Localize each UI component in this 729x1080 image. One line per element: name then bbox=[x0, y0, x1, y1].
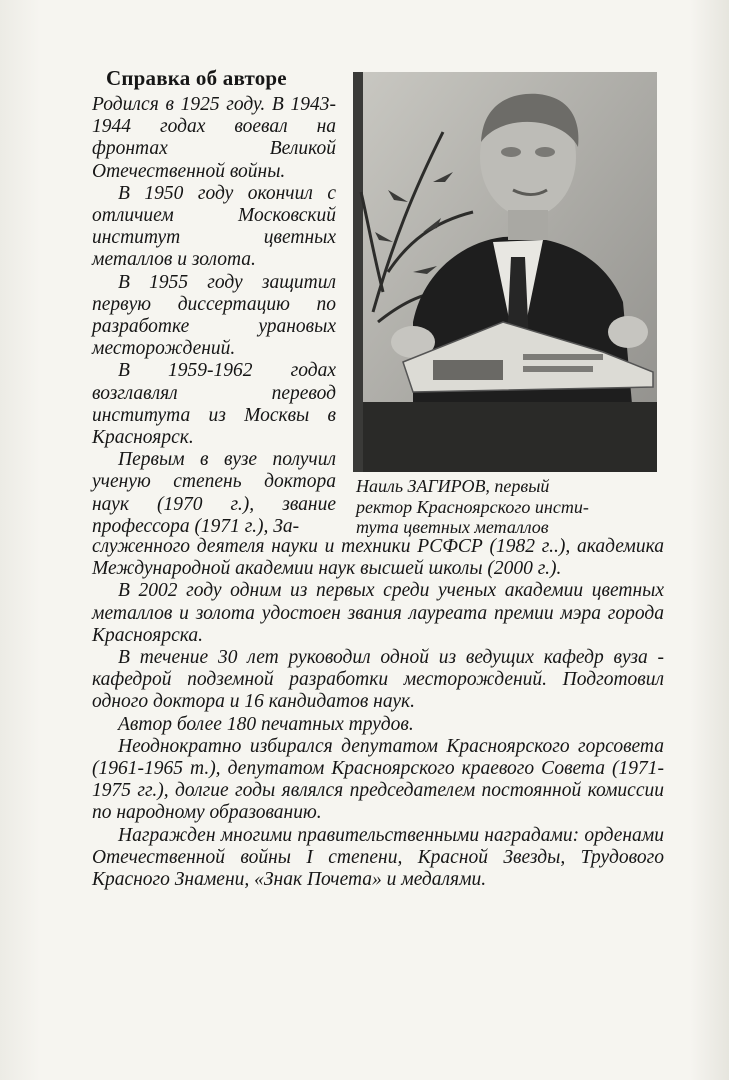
caption-line: тута цветных металлов bbox=[356, 517, 549, 537]
paragraph-birth: Родился в 1925 году. В 1943-1944 годах воевал на фронтах Великой Отечественной войны. bbox=[92, 94, 336, 182]
caption-line: ректор Красноярского инсти- bbox=[356, 496, 589, 517]
paragraph-publications: Автор более 180 печатных трудов. bbox=[118, 713, 414, 735]
full-width-text bbox=[92, 536, 664, 891]
paragraph-prize: В 2002 году одним из первых среди ученых академии цветных металлов и золота удостоен звания лауреата премии мэра города Красноярска. bbox=[92, 580, 664, 646]
caption-line: Наиль ЗАГИРОВ, первый bbox=[356, 476, 550, 496]
paragraph-relocation: В 1959-1962 годах возглавлял перевод института из Москвы в Красноярск. bbox=[92, 360, 336, 449]
photo-caption bbox=[356, 476, 658, 538]
paragraph-deputy: Неоднократно избирался депутатом Красноярского горсовета (1961-1965 т.), депутатом Красноярского краевого Совета (1971-1975 гг.), долгие годы являлся председателем постоянной комиссии по народному образованию. bbox=[92, 735, 664, 824]
section-heading: Справка об авторе bbox=[106, 66, 287, 90]
paragraph-degrees: Первым в вузе получил ученую степень доктора наук (1970 г.), звание профессора (1971 г.), За- bbox=[92, 449, 336, 537]
paragraph-department: В течение 30 лет руководил одной из ведущих кафедр вуза - кафедрой подземной разработки месторождений. Подготовил одного доктора и 16 кандидатов наук. bbox=[92, 647, 664, 713]
paragraph-education: В 1950 году окончил с отличием Московский институт цветных металлов и золота. bbox=[92, 182, 336, 271]
paragraph-dissertation: В 1955 году защитил первую диссертацию по разработке урановых месторождений. bbox=[92, 271, 336, 360]
paragraph-awards: Награжден многими правительственными наградами: орденами Отечественной войны I степени, Красной Звезды, Трудового Красного Знамени, «Знак Почета» и медалями. bbox=[92, 824, 664, 891]
paragraph-titles: служенного деятеля науки и техники РСФСР (1982 г..), академика Международной академии наук высшей школы (2000 г.). bbox=[92, 536, 664, 580]
author-photo bbox=[353, 72, 657, 472]
left-column-text bbox=[92, 94, 336, 538]
